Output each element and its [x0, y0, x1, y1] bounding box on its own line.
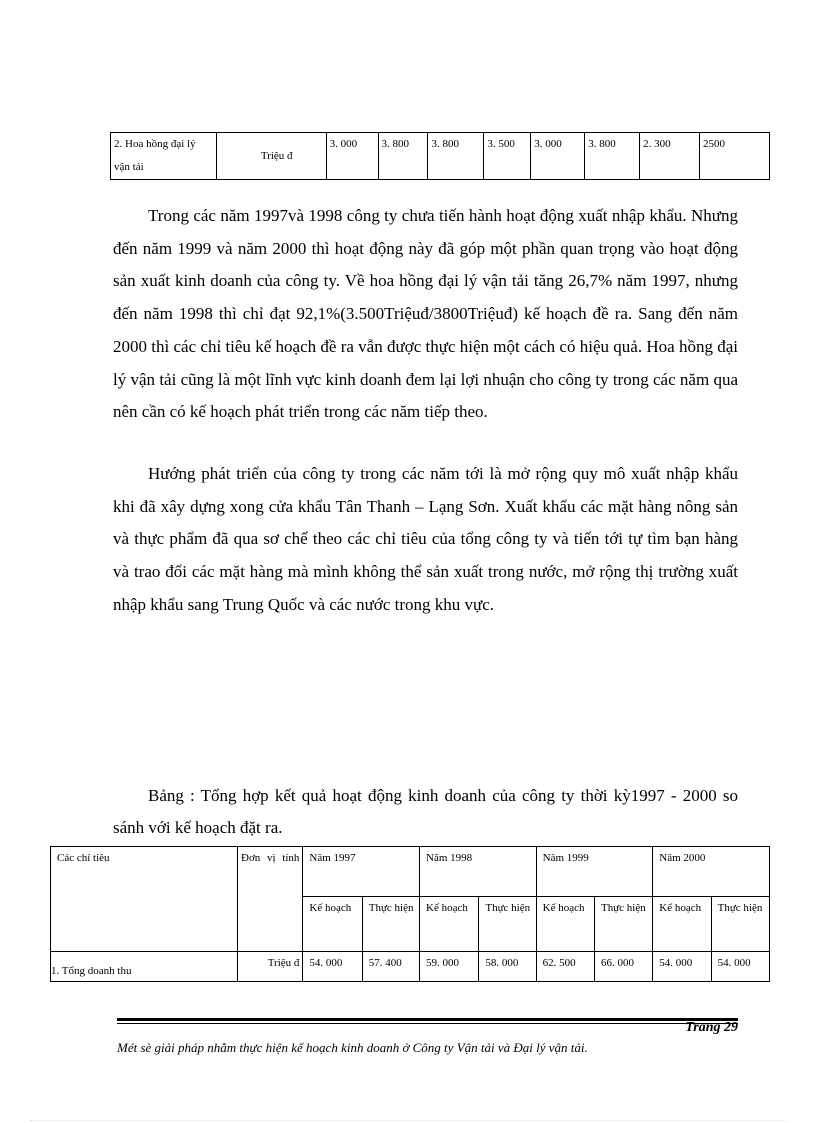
- header-year: Năm 1999: [536, 847, 653, 897]
- value-cell: 2. 300: [640, 133, 700, 180]
- value-cell: 54. 000: [653, 952, 711, 982]
- footer-rule-thin: [117, 1023, 738, 1024]
- top-table: [110, 132, 770, 180]
- unit-cell: Triệu đ: [216, 133, 326, 180]
- header-plan: Kế hoạch: [536, 897, 594, 952]
- row-unit: Triệu đ: [238, 952, 303, 982]
- value-cell: 3. 800: [585, 133, 640, 180]
- value-cell: 62. 500: [536, 952, 594, 982]
- value-cell: 59. 000: [420, 952, 479, 982]
- value-cell: 2500: [700, 133, 770, 180]
- header-plan: Kế hoạch: [653, 897, 711, 952]
- footer-text: Mét sè giải pháp nhằm thực hiện kế hoạch kinh doanh ở Công ty Vận tải và Đại lý vận tải.: [117, 1040, 588, 1055]
- header-year: Năm 1997: [303, 847, 420, 897]
- header-indicator: Các chỉ tiêu: [51, 847, 238, 952]
- value-cell: 57. 400: [362, 952, 419, 982]
- header-actual: Thực hiện: [362, 897, 419, 952]
- header-plan: Kế hoạch: [303, 897, 362, 952]
- value-cell: 3. 000: [531, 133, 585, 180]
- table-caption: Bảng : Tổng hợp kết quả hoạt động kinh doanh của công ty thời kỳ1997 - 2000 so sánh với kế hoạch đặt ra.: [113, 786, 738, 837]
- row-label: 2. Hoa hồng đại lý vận tải: [111, 133, 217, 180]
- table-row: [51, 952, 770, 982]
- header-unit: Đơn vị tính: [238, 847, 303, 952]
- value-cell: 3. 500: [484, 133, 531, 180]
- value-cell: 58. 000: [479, 952, 536, 982]
- header-year: Năm 2000: [653, 847, 770, 897]
- value-cell: 54. 000: [303, 952, 362, 982]
- header-actual: Thực hiện: [479, 897, 536, 952]
- page-number: Trang 29: [685, 1020, 738, 1035]
- value-cell: 3. 800: [378, 133, 428, 180]
- header-actual: Thực hiện: [594, 897, 652, 952]
- header-plan: Kế hoạch: [420, 897, 479, 952]
- value-cell: 3. 800: [428, 133, 484, 180]
- paragraph: Hướng phát triển của công ty trong các năm tới là mở rộng quy mô xuất nhập khẩu khi đã xây dựng xong cửa khẩu Tân Thanh – Lạng Sơn. Xuất khẩu các mặt hàng nông sản và thực phẩm đã qua sơ chế theo các chỉ tiêu của tổng công ty và tiến tới tự tìm bạn hàng và trao đổi các mặt hàng mà mình không thể sản xuất trong nước, mở rộng thị trường xuất nhập khẩu sang Trung Quốc và các nước trong khu vực.: [113, 464, 738, 614]
- page-bottom-divider: [30, 1120, 786, 1121]
- value-cell: 3. 000: [326, 133, 378, 180]
- paragraph: Trong các năm 1997và 1998 công ty chưa tiến hành hoạt động xuất nhập khẩu. Nhưng đến năm 1999 và năm 2000 thì hoạt động này đã góp một phần quan trọng vào hoạt động sản xuất kinh doanh của công ty. Về hoa hồng đại lý vận tải tăng 26,7% năm 1997, nhưng đến năm 1998 thì chỉ đạt 92,1%(3.500Triệuđ/3800Triệuđ) kế hoạch đề ra. Sang đến năm 2000 thì các chỉ tiêu kế hoạch đề ra vẫn được thực hiện một cách có hiệu quả. Hoa hồng đại lý vận tải cũng là một lĩnh vực kinh doanh đem lại lợi nhuận cho công ty trong các năm qua nên cần có kế hoạch phát triển trong các năm tiếp theo.: [113, 206, 738, 422]
- row-label: 1. Tổng doanh thu: [51, 952, 238, 982]
- value-cell: 66. 000: [594, 952, 652, 982]
- header-actual: Thực hiện: [711, 897, 769, 952]
- results-table: [50, 846, 770, 982]
- header-year: Năm 1998: [420, 847, 537, 897]
- value-cell: 54. 000: [711, 952, 769, 982]
- footer-rule-thick: [117, 1018, 738, 1021]
